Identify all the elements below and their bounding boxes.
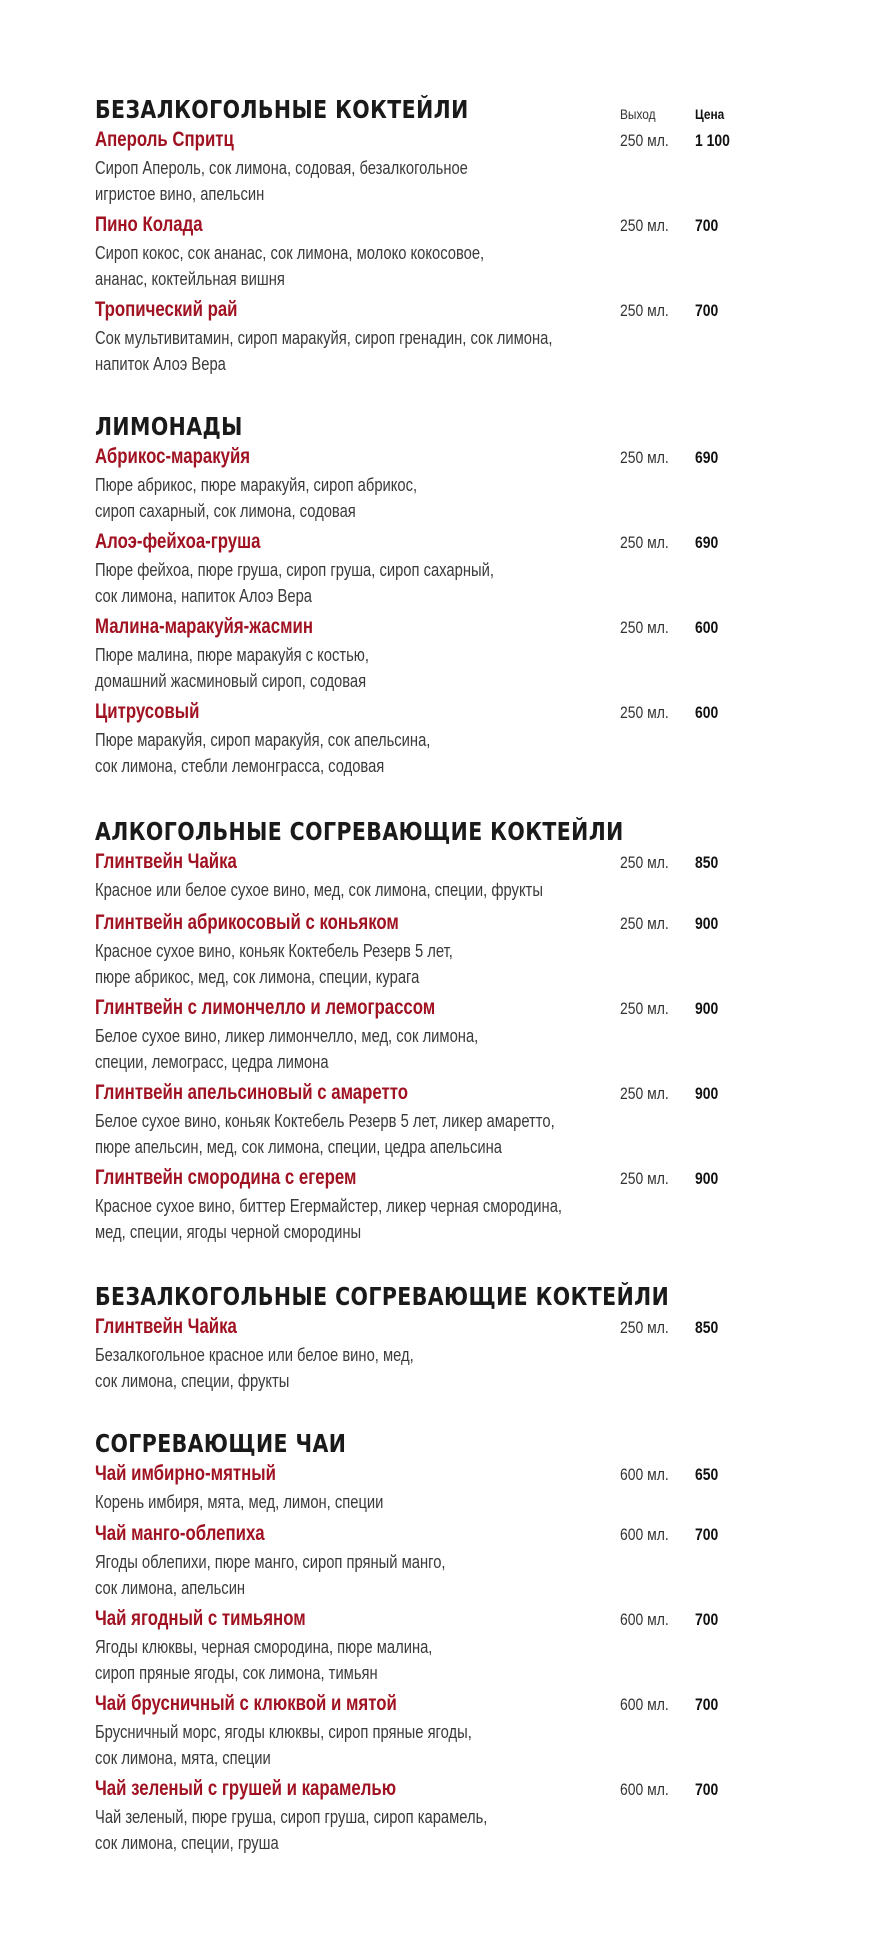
item-volume: 250 мл. xyxy=(620,301,669,320)
item-name: Пино Колада xyxy=(95,213,203,236)
item-volume: 250 мл. xyxy=(620,533,669,552)
item-name: Малина-маракуйя-жасмин xyxy=(95,615,313,638)
menu-section xyxy=(95,95,795,374)
column-header-volume: Выход xyxy=(620,106,656,122)
item-volume: 250 мл. xyxy=(620,1318,669,1337)
item-description: Корень имбиря, мята, мед, лимон, специи xyxy=(95,1492,384,1512)
section-title: СОГРЕВАЮЩИЕ ЧАИ xyxy=(95,1429,347,1458)
item-description: Ягоды клюквы, черная смородина, пюре малина, сироп пряные ягоды, сок лимона, тимьян xyxy=(95,1637,433,1683)
item-description: Красное сухое вино, биттер Егермайстер, ликер черная смородина, мед, специи, ягоды черной смородины xyxy=(95,1196,563,1242)
item-price: 900 xyxy=(695,999,719,1018)
section-title: АЛКОГОЛЬНЫЕ СОГРЕВАЮЩИЕ КОКТЕЙЛИ xyxy=(95,817,624,846)
item-volume: 600 мл. xyxy=(620,1525,669,1544)
item-price: 900 xyxy=(695,914,719,933)
item-price: 650 xyxy=(695,1465,719,1484)
item-name: Цитрусовый xyxy=(95,700,200,723)
item-description: Ягоды облепихи, пюре манго, сироп пряный манго, сок лимона, апельсин xyxy=(95,1552,446,1598)
item-name: Чай манго-облепиха xyxy=(95,1522,265,1545)
item-description: Брусничный морс, ягоды клюквы, сироп пряные ягоды, сок лимона, мята, специи xyxy=(95,1722,472,1768)
item-description: Пюре малина, пюре маракуйя с костью, домашний жасминовый сироп, содовая xyxy=(95,645,369,691)
item-name: Чай имбирно-мятный xyxy=(95,1462,276,1485)
item-volume: 250 мл. xyxy=(620,914,669,933)
item-name: Чай брусничный с клюквой и мятой xyxy=(95,1692,397,1715)
item-name: Тропический рай xyxy=(95,298,238,321)
item-volume: 250 мл. xyxy=(620,216,669,235)
item-description: Белое сухое вино, коньяк Коктебель Резерв 5 лет, ликер амаретто, пюре апельсин, мед, сок лимона, специи, цедра апельсина xyxy=(95,1111,555,1157)
item-price: 700 xyxy=(695,1780,719,1799)
item-name: Алоэ-фейхоа-груша xyxy=(95,530,261,553)
item-volume: 250 мл. xyxy=(620,448,669,467)
item-volume: 250 мл. xyxy=(620,1084,669,1103)
item-description: Пюре маракуйя, сироп маракуйя, сок апельсина, сок лимона, стебли лемонграсса, содовая xyxy=(95,730,431,776)
item-name: Абрикос-маракуйя xyxy=(95,445,251,468)
section-title: БЕЗАЛКОГОЛЬНЫЕ КОКТЕЙЛИ xyxy=(95,95,469,124)
item-price: 700 xyxy=(695,1610,719,1629)
item-description: Сок мультивитамин, сироп маракуйя, сироп гренадин, сок лимона, напиток Алоэ Вера xyxy=(95,328,553,374)
item-volume: 250 мл. xyxy=(620,1169,669,1188)
item-description: Пюре фейхоа, пюре груша, сироп груша, сироп сахарный, сок лимона, напиток Алоэ Вера xyxy=(95,560,494,606)
item-name: Чай зеленый с грушей и карамелью xyxy=(95,1777,397,1800)
item-price: 700 xyxy=(695,301,719,320)
item-price: 850 xyxy=(695,853,719,872)
item-volume: 600 мл. xyxy=(620,1610,669,1629)
item-price: 900 xyxy=(695,1169,719,1188)
item-price: 850 xyxy=(695,1318,719,1337)
item-name: Глинтвейн смородина с егерем xyxy=(95,1166,357,1189)
item-description: Сироп Апероль, сок лимона, содовая, безалкогольное игристое вино, апельсин xyxy=(95,158,468,204)
column-header-price: Цена xyxy=(695,106,725,122)
item-volume: 250 мл. xyxy=(620,703,669,722)
item-name: Глинтвейн абрикосовый с коньяком xyxy=(95,911,399,934)
item-price: 700 xyxy=(695,1695,719,1714)
item-description: Красное сухое вино, коньяк Коктебель Резерв 5 лет, пюре абрикос, мед, сок лимона, специи, курага xyxy=(95,941,453,987)
item-volume: 600 мл. xyxy=(620,1780,669,1799)
menu-section xyxy=(95,412,795,776)
item-price: 600 xyxy=(695,618,719,637)
item-description: Белое сухое вино, ликер лимончелло, мед, сок лимона, специи, лемограсс, цедра лимона xyxy=(95,1026,479,1072)
menu-section xyxy=(95,1429,795,1853)
item-volume: 600 мл. xyxy=(620,1465,669,1484)
item-volume: 250 мл. xyxy=(620,131,669,150)
item-name: Глинтвейн Чайка xyxy=(95,1315,237,1338)
item-price: 1 100 xyxy=(695,131,730,150)
item-volume: 250 мл. xyxy=(620,853,669,872)
section-title: ЛИМОНАДЫ xyxy=(95,412,243,441)
item-price: 700 xyxy=(695,216,719,235)
item-price: 600 xyxy=(695,703,719,722)
item-name: Глинтвейн с лимончелло и лемограссом xyxy=(95,996,436,1019)
item-description: Чай зеленый, пюре груша, сироп груша, сироп карамель, сок лимона, специи, груша xyxy=(95,1807,488,1853)
item-price: 690 xyxy=(695,448,719,467)
item-price: 900 xyxy=(695,1084,719,1103)
section-title: БЕЗАЛКОГОЛЬНЫЕ СОГРЕВАЮЩИЕ КОКТЕЙЛИ xyxy=(95,1282,670,1311)
item-description: Пюре абрикос, пюре маракуйя, сироп абрикос, сироп сахарный, сок лимона, содовая xyxy=(95,475,418,521)
item-volume: 250 мл. xyxy=(620,618,669,637)
item-volume: 600 мл. xyxy=(620,1695,669,1714)
item-name: Глинтвейн Чайка xyxy=(95,850,237,873)
menu-section xyxy=(95,817,795,1242)
item-volume: 250 мл. xyxy=(620,999,669,1018)
item-name: Апероль Спритц xyxy=(95,128,234,151)
item-price: 700 xyxy=(695,1525,719,1544)
item-description: Сироп кокос, сок ананас, сок лимона, молоко кокосовое, ананас, коктейльная вишня xyxy=(95,243,485,289)
item-description: Красное или белое сухое вино, мед, сок лимона, специи, фрукты xyxy=(95,880,543,900)
item-description: Безалкогольное красное или белое вино, мед, сок лимона, специи, фрукты xyxy=(95,1345,414,1391)
item-name: Чай ягодный с тимьяном xyxy=(95,1607,306,1630)
item-name: Глинтвейн апельсиновый с амаретто xyxy=(95,1081,409,1104)
menu-section xyxy=(95,1282,795,1391)
item-price: 690 xyxy=(695,533,719,552)
